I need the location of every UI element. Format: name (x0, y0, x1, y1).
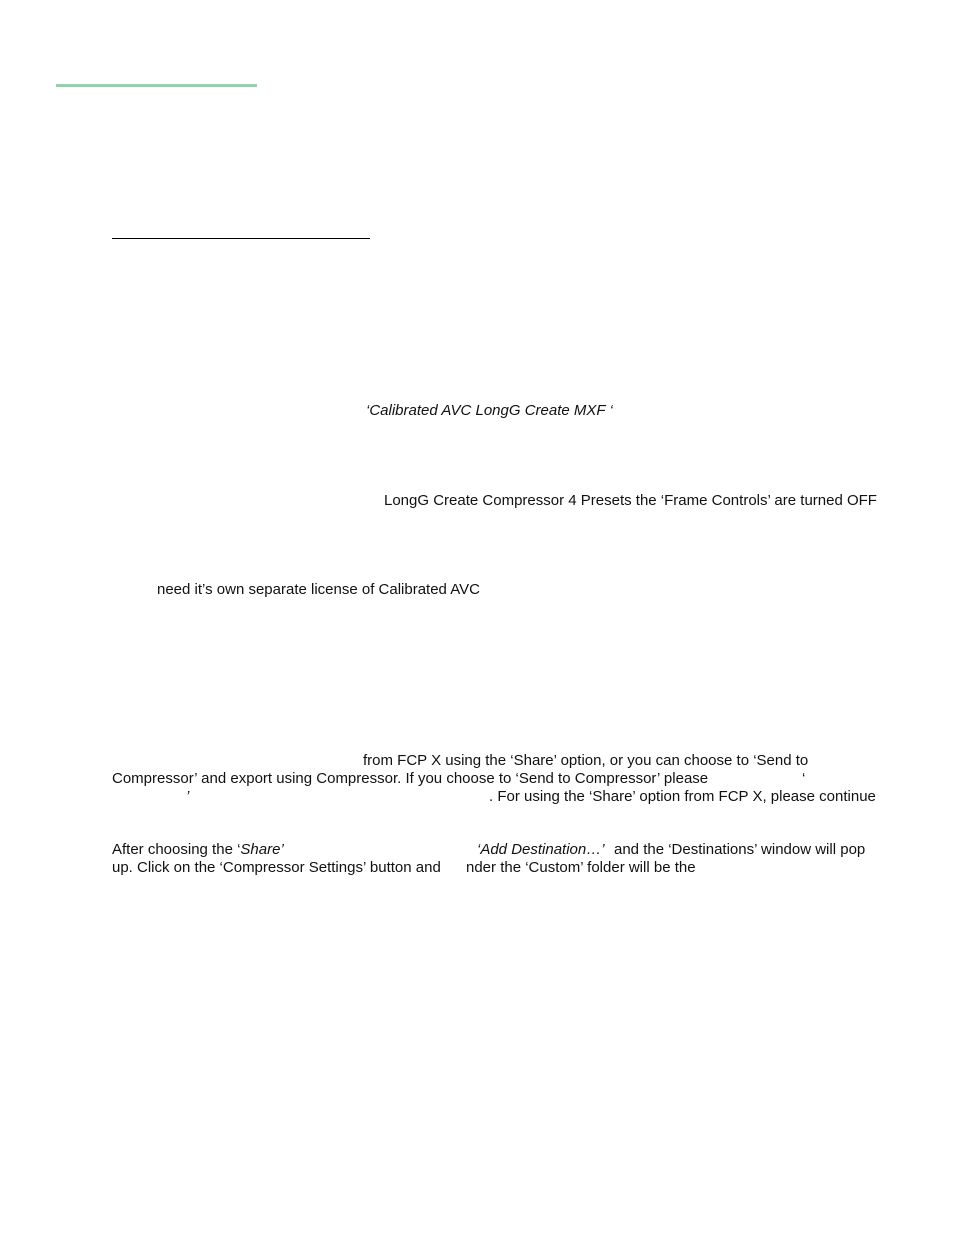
license-text: need it’s own separate license of Calibrated AVC (157, 581, 480, 598)
frame-controls-text: LongG Create Compressor 4 Presets the ‘Frame Controls’ are turned OFF (384, 492, 877, 509)
share-text-line-2-quote: ‘ (802, 770, 806, 787)
after-choosing-text (112, 841, 284, 859)
after-prefix: After choosing the ‘ (112, 841, 241, 858)
heading-underline-rule (112, 238, 370, 239)
share-text-line-3-quote: ’ (186, 788, 190, 805)
custom-folder-text: nder the ‘Custom’ folder will be the (466, 859, 696, 876)
destinations-window-text: and the ‘Destinations’ window will pop (614, 841, 866, 858)
share-text-line-3: . For using the ‘Share’ option from FCP X, please continue (489, 788, 876, 805)
compressor-settings-text: up. Click on the ‘Compressor Settings’ button and (112, 859, 441, 876)
add-destination-text: ‘Add Destination…’ (477, 841, 605, 858)
after-share-italic: Share’ (240, 841, 284, 858)
section-accent-rule (56, 84, 257, 87)
share-text-line-1: from FCP X using the ‘Share’ option, or you can choose to ‘Send to (363, 752, 809, 769)
preset-name-text: ‘Calibrated AVC LongG Create MXF ‘ (366, 402, 613, 419)
share-text-line-2: Compressor’ and export using Compressor. If you choose to ‘Send to Compressor’ please (112, 770, 709, 787)
